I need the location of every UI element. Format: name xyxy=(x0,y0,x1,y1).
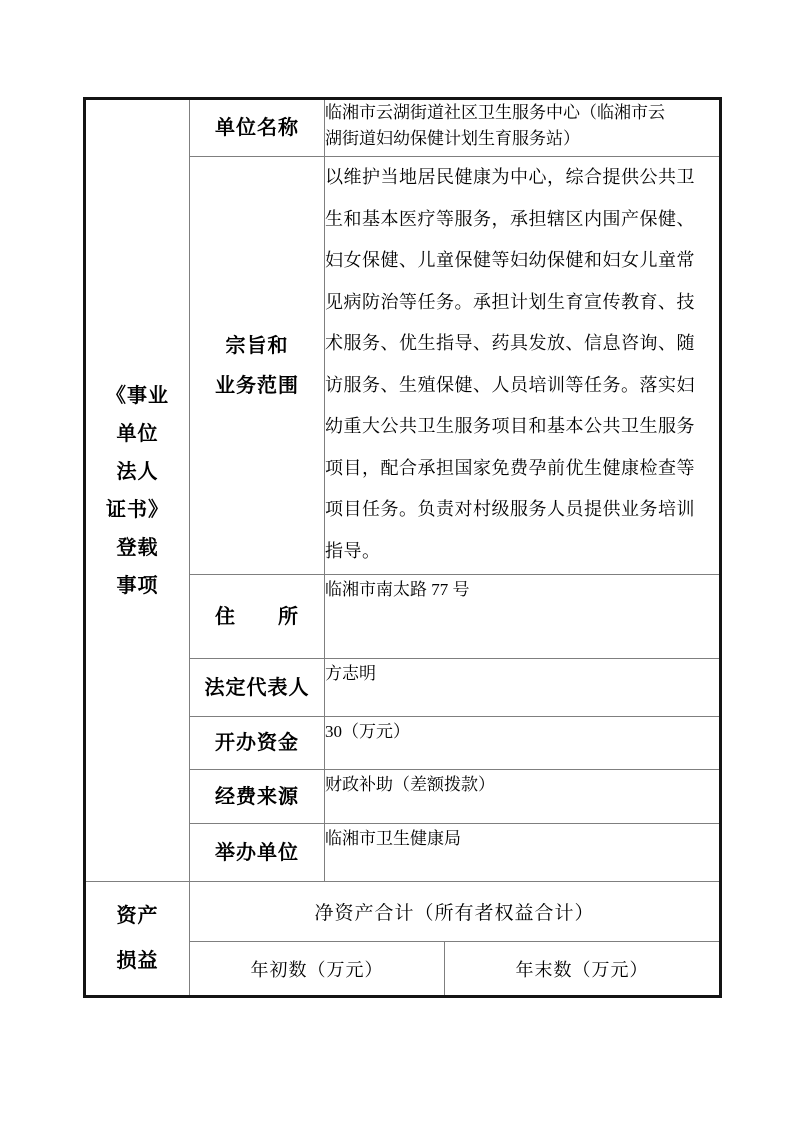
text-line: 宗旨和 xyxy=(225,334,289,357)
text-line: 单位 xyxy=(116,422,159,445)
row-value-funding-source: 财政补助（差额拨款） xyxy=(325,770,721,824)
net-assets-total-title: 净资产合计（所有者权益合计） xyxy=(190,882,721,942)
text-line: 证书》 xyxy=(106,498,169,521)
assets-profit-loss-header xyxy=(85,882,190,997)
text-line: 损益 xyxy=(116,949,159,972)
certificate-table xyxy=(83,97,722,998)
row-label-organizer: 举办单位 xyxy=(190,824,325,882)
text-line: 术服务、优生指导、药具发放、信息咨询、随 xyxy=(325,333,695,353)
row-value-mission-scope xyxy=(325,157,721,575)
row-value-address: 临湘市南太路 77 号 xyxy=(325,575,721,659)
text-line: 幼重大公共卫生服务项目和基本公共卫生服务 xyxy=(325,416,695,436)
row-value-legal-representative: 方志明 xyxy=(325,659,721,717)
year-start-amount-label: 年初数（万元） xyxy=(190,942,445,997)
row-label-unit-name: 单位名称 xyxy=(190,99,325,157)
text-line: 资产 xyxy=(116,904,159,927)
row-value-organizer: 临湘市卫生健康局 xyxy=(325,824,721,882)
certificate-items-header xyxy=(85,99,190,882)
text-line: 指导。 xyxy=(325,540,381,561)
row-value-unit-name xyxy=(325,99,721,157)
text-line: 湖街道妇幼保健计划生育服务站） xyxy=(325,129,580,148)
text-line: 临湘市云湖街道社区卫生服务中心（临湘市云 xyxy=(325,103,665,122)
text-line: 事项 xyxy=(116,574,159,597)
text-line: 以维护当地居民健康为中心，综合提供公共卫 xyxy=(325,167,695,187)
text-line: 妇女保健、儿童保健等妇幼保健和妇女儿童常 xyxy=(325,250,695,270)
text-line: 生和基本医疗等服务，承担辖区内围产保健、 xyxy=(325,208,695,229)
text-line: 《事业 xyxy=(106,384,169,407)
row-label-legal-representative: 法定代表人 xyxy=(190,659,325,717)
text-line: 见病防治等任务。承担计划生育宣传教育、技 xyxy=(325,291,695,312)
row-label-startup-capital: 开办资金 xyxy=(190,717,325,770)
year-end-amount-label: 年末数（万元） xyxy=(445,942,721,997)
text-line: 业务范围 xyxy=(215,374,299,397)
text-line: 登载 xyxy=(116,536,159,559)
text-line: 项目任务。负责对村级服务人员提供业务培训 xyxy=(325,499,695,519)
text-line: 访服务、生殖保健、人员培训等任务。落实妇 xyxy=(325,374,695,395)
row-label-funding-source: 经费来源 xyxy=(190,770,325,824)
text-line: 项目，配合承担国家免费孕前优生健康检查等 xyxy=(325,457,695,478)
row-label-address: 住 所 xyxy=(190,575,325,659)
row-value-startup-capital: 30（万元） xyxy=(325,717,721,770)
row-label-mission-scope xyxy=(190,157,325,575)
text-line: 法人 xyxy=(116,460,159,483)
